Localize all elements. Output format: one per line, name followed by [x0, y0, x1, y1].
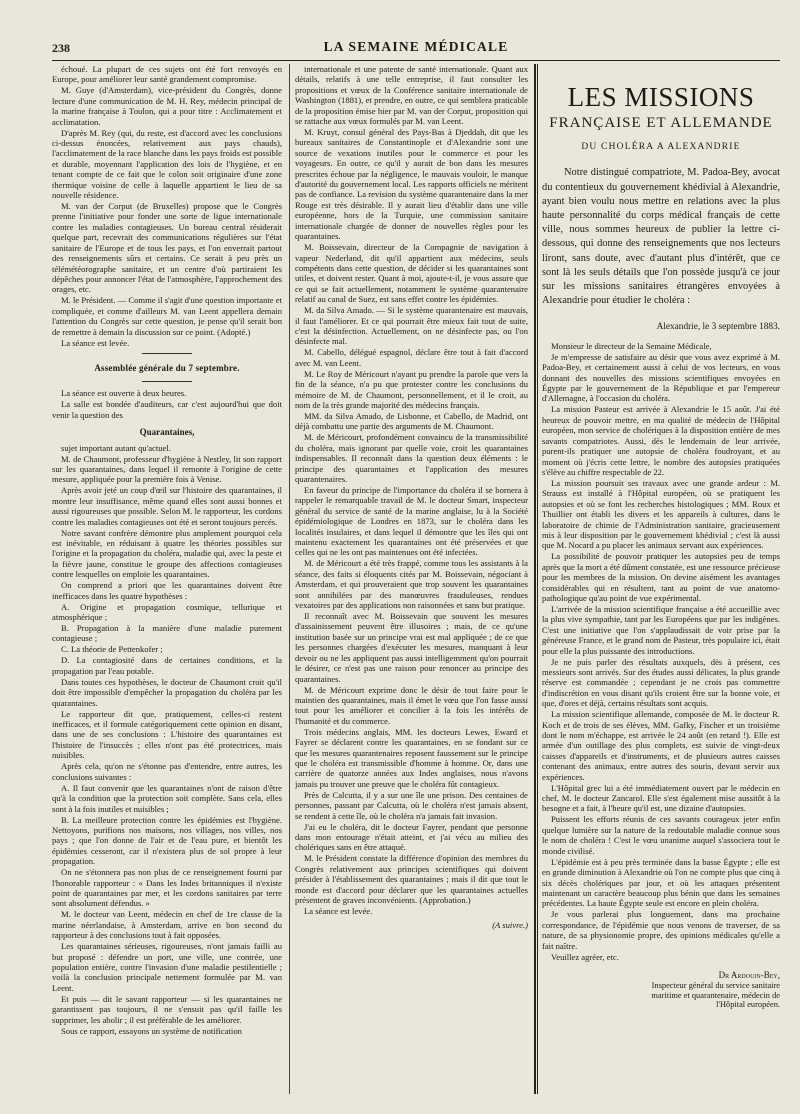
paragraph: M. le Président. — Comme il s'agit d'une question importante et compliquée, et comme d'ailleurs M. van Leent appellera demain l'attention du Congrès sur cette question, je pense qu'il serait bon de remettre à demain la discussion sur ce point. (Adopté.) — [52, 295, 282, 337]
paragraph: M. Cabello, délégué espagnol, déclare être tout à fait d'accord avec M. van Leent. — [295, 347, 528, 368]
paragraph: M. de Méricourt a été très frappé, comme tous les assistants à la séance, des faits si éloquents cités par M. Boissevain, négociant à Amsterdam, et qui prouveraient que trop souvent les quarantaines sont annihilées par des manœuvres frauduleuses, rendues vexatoires par des applications non raisonnées et sans but pratique. — [295, 558, 528, 611]
paragraph: Je ne puis parler des résultats auxquels, dès à présent, ces messieurs sont arrivés. Sur des études aussi délicates, la plus grande réserve est commandée ; cependant je ne crois pas commettre d'indiscrétion en vous disant qu'ils croient être sur la bonne voie, et que, d'ores et déjà, certains résultats sont acquis. — [542, 656, 780, 709]
paragraph: La séance est levée. — [304, 906, 373, 916]
subheading: Quarantaines, — [139, 427, 195, 438]
paragraph: On ne s'étonnera pas non plus de ce renseignement fourni par l'honorable rapporteur : « Dans les Indes britanniques il n'existe point de quarantaines par mer, et les cordons sanitaires par terre sont absolument défendus. » — [52, 867, 282, 909]
paragraph: M. Guye (d'Amsterdam), vice-président du Congrès, donne lecture d'une communication de M. H. Rey, médecin principal de la marine française à Toulon, qui a pour titre : Acclimatement et acclimatation. — [52, 85, 282, 127]
paragraph: C. La théorie de Pettenkofer ; — [61, 644, 163, 655]
column-1 — [52, 64, 282, 1094]
column-divider — [289, 64, 290, 1094]
paragraph: M. le Président constate la différence d'opinion des membres du Congrès relativement aux principes scientifiques qui doivent présider à l'établissement des quarantaines ; mais il dit que tout le monde est d'accord pour déclarer que les quarantaines actuelles présentent de graves inconvénients. (Approbation.) — [295, 853, 528, 905]
letter-date: Alexandrie, le 3 septembre 1883. — [656, 322, 780, 333]
section-rule — [142, 381, 192, 382]
paragraph: Puissent les efforts réunis de ces savants courageux jeter enfin quelque lumière sur la nature de la redoutable maladie connue sous le nom de choléra ! C'est le vœu unanime auquel s'associera tout le monde civilisé. — [542, 814, 780, 856]
paragraph: On comprend a priori que les quarantaines doivent être inefficaces dans les quatre hypothèses : — [52, 580, 282, 601]
paragraph: M. Boissevain, directeur de la Compagnie de navigation à vapeur Nederland, dit qu'il appartient aux médecins, seuls compétents dans cette question, de décider si les quarantaines sont utiles, et doivent rester. Quant à moi, ajoute-t-il, je vous assure que ce qui se fait actuellement, notamment le système quarantenaire relatif au canal de Suez, est sans effet contre les épidémies. — [295, 242, 528, 305]
paragraph: sujet important autant qu'actuel. — [61, 442, 171, 453]
paragraph: M. de Chaumont, professeur d'hygiène à Nestley, lit son rapport sur les quarantaines, dans lequel il remonte à l'origine de cette mesure, appliquée pour la première fois à Venise. — [52, 453, 282, 485]
section-heading: Assemblée générale du 7 septembre. — [94, 362, 240, 373]
page-header — [52, 38, 780, 61]
article-title: LES MISSIONS — [567, 82, 755, 112]
paragraph: L'épidémie est à peu près terminée dans la basse Égypte ; elle est en grande diminution à Alexandrie où l'on ne compte plus que cinq à six décès cholériques par jour, et où les attaques présentent maintenant un caractère beaucoup plus bénin que dans les semaines précédentes. La haute Égypte seule est encore en plein choléra. — [542, 856, 780, 909]
page-number: 238 — [52, 41, 70, 55]
section-rule — [142, 353, 192, 354]
paragraph: A. Origine et propagation cosmique, tellurique et atmosphérique ; — [52, 601, 282, 623]
paragraph: B. Propagation à la manière d'une maladie purement contagieuse ; — [52, 623, 282, 644]
paragraph: J'ai eu le choléra, dit le docteur Fayrer, pendant que personne dans mon entourage n'était atteint, et j'ai vécu au milieu des cholériques sans en être attaqué. — [295, 821, 528, 853]
paragraph: D'après M. Rey (qui, du reste, est d'accord avec les conclusions ci-dessus énoncées, relativement aux pays chauds), l'acclimatement de la race blanche dans les pays froids est possible et durable, moyennant l'application des lois de l'hygiène, et en tenant compte de ce fait que le colon soit originaire d'une zone thermique voisine de celle à laquelle appartient le lieu de sa nouvelle résidence. — [52, 127, 282, 201]
paragraph: M. le docteur van Leent, médecin en chef de 1re classe de la marine néerlandaise, à Amsterdam, arrive en bon second du rapporteur à des conclusions tout à fait opposées. — [52, 909, 282, 941]
paragraph: Sous ce rapport, essayons un système de notification — [61, 1025, 242, 1036]
paragraph: La mission Pasteur est arrivée à Alexandrie le 15 août. J'ai été heureux de pouvoir mettre, en ma qualité de médecin de l'Hôpital européen, mon service de cholériques à la disposition entière de mes savants compatriotes. Aussi, dès le lendemain de leur arrivée, purent-ils pratiquer une autopsie de choléra foudroyant, et au moment où j'écris cette lettre, le nombre des autopsies pratiquées s'élève au chiffre respectable de 22. — [542, 404, 780, 477]
paragraph: internationale et une patente de santé internationale. Quant aux détails, relatifs à une telle entreprise, il faut consulter les propositions et vœux de la Conférence sanitaire internationale de Washington (1881), et prendre, en outre, ce qui semblera praticable de la proposition émise hier par M. van der Corput, proposition qui se rattache aux vœux formulés par M. van Leent. — [295, 64, 528, 127]
letter-salutation: Monsieur le directeur de la Semaine Médicale, — [551, 340, 712, 351]
paragraph: L'Hôpital grec lui a été immédiatement ouvert par le médecin en chef, M. le docteur Zancarol. Elle s'est également mise aussitôt à la besogne et a fait, à l'heure qu'il est, une dizaine d'autopsies. — [542, 782, 780, 814]
paragraph: La mission scientifique allemande, composée de M. le docteur R. Koch et de trois de ses élèves, MM. Gafky, Fischer et un troisième dont le nom m'échappe, est arrivée le 24 août (en retard !). Elle est armée d'un outillage des plus complets, est suivie de vingt-deux caisses d'appareils et d'instruments, et de plusieurs autres caisses contenant des animaux, entre autres des souris, devant servir aux expériences. — [542, 709, 780, 782]
paragraph: Il reconnaît avec M. Boissevain que souvent les mesures d'assainissement peuvent être illusoires ; mais, de ce qu'une institution basée sur un principe vrai est mal appliquée ; de ce que les personnes chargées d'exécuter les mesures, manquant à leur devoir ou ne les appliquent pas aussi intelligemment qu'on pourrait le désirer, ce n'est pas une raison pour renoncer au principe des quarantaines. — [295, 611, 528, 684]
paragraph: Je vous parlerai plus longuement, dans ma prochaine correspondance, de l'épidémie que nous venons de traverser, de sa nature, de sa physionomie propre, des opinions médicales qu'elle a fait naître. — [542, 909, 780, 951]
paragraph: échoué. La plupart de ces sujets ont été fort renvoyés en Europe, pour améliorer leur santé grandement compromise. — [52, 64, 282, 85]
paragraph: Après avoir jeté un coup d'œil sur l'histoire des quarantaines, il montre leur insuffisance, même quand elles sont aussi bonnes et aussi rigoureuses que possible. Selon M. le rapporteur, les cordons contre les maladies contagieuses ont été et seront toujours percés. — [52, 485, 282, 527]
paragraph: Et puis — dit le savant rapporteur — si les quarantaines ne garantissent pas toujours, il ne s'ensuit pas qu'il faille les supprimer, les abolir ; il est préférable de les améliorer. — [52, 993, 282, 1025]
journal-title: LA SEMAINE MÉDICALE — [323, 39, 509, 54]
paragraph: M. de Méricourt, profondément convaincu de la transmissibilité du choléra, mais ignorant par quelle voie, croit les quarantaines indispensables. Il reconnaît dans la question deux éléments : le principe des quarantaines et l'application des mesures quarantenaires. — [295, 432, 528, 484]
paragraph: Veuillez agréer, etc. — [551, 951, 619, 962]
column-divider-thick — [534, 64, 536, 1094]
column-2 — [295, 64, 528, 1094]
paragraph: M. van der Corput (de Bruxelles) propose que le Congrès prenne l'initiative pour fonder une sorte de ligue internationale contre les maladies contagieuses. Un bureau central résiderait quelque part, recevrait des communications régulières sur l'état sanitaire de l'Europe et de tous les pays, et l'on enverrait partout des renseignements sûrs et certains. Ce serait à peu près un télémétéorographe sanitaire, et un centre d'où partiraient les dépêches pour annoncer l'état de l'atmosphère, l'approchement des orages, etc. — [52, 201, 282, 295]
journal-page — [52, 38, 780, 1098]
paragraph: La séance est ouverte à deux heures. — [61, 388, 187, 399]
column-3 — [542, 64, 780, 1094]
paragraph: A. Il faut convenir que les quarantaines n'ont de raison d'être qu'à la condition que la protection soit complète. Sans cela, elles sont à la fois inutiles et nuisibles ; — [52, 782, 282, 814]
paragraph: B. La meilleure protection contre les épidémies est l'hygiène. Nettoyons, purifions nos maisons, nos villages, nos villes, nos pays ; que l'on donne de l'air et de l'eau pure, et bientôt les épidémies cesseront, car il n'existera plus de sol propre à leur propagation. — [52, 814, 282, 867]
to-be-continued: (A suivre.) — [492, 920, 528, 931]
paragraph: D. La contagiosité dans de certaines conditions, et la propagation par l'eau potable. — [52, 655, 282, 676]
paragraph: La mission poursuit ses travaux avec une grande ardeur : M. Strauss est installé à l'Hôpital européen, où se pratiquent les autopsies et où se font les recherches histologiques ; MM. Roux et Thuillier ont établi les divers et les appareils à cultures, dans le laboratoire de chimie de l'Administration sanitaire, gracieusement mis à leur disposition par le gouvernement khédivial ; c'est là aussi que M. Nocard a pu placer les animaux servant aux expériences. — [542, 477, 780, 551]
paragraph: Près de Calcutta, il y a sur une île une prison. Des centaines de personnes, passant par Calcutta, où le choléra n'est jamais absent, se rendent à cette île, où le choléra n'a jamais fait invasion. — [295, 789, 528, 821]
paragraph: M. da Silva Amado. — Si le système quarantenaire est mauvais, il faut l'améliorer. Et ce qui pourrait être mieux fait tout de suite, c'est la désinfection. Actuellement, on ne désinfecte pas, ou l'on désinfecte mal. — [295, 305, 528, 347]
paragraph: M. de Méricourt exprime donc le désir de tout faire pour le maintien des quarantaines, mais il émet le vœu que l'on fasse aussi tout pour les améliorer et concilier à la fois les intérêts de l'humanité et du commerce. — [295, 684, 528, 726]
paragraph: Trois médecins anglais, MM. les docteurs Lewes, Eward et Fayrer se déclarent contre les quarantaines, en se fondant sur ce que les mesures quarantenaires reposent faussement sur le principe que le choléra est transmissible d'homme à homme. Or, dans une carrière de quatorze années aux Indes anglaises, nous n'avons jamais pu trouver une preuve que le choléra fût contagieux. — [295, 726, 528, 789]
paragraph: M. Le Roy de Méricourt n'ayant pu prendre la parole que vers la fin de la séance, n'a pu que protester contre les conclusions du mémoire de M. de Chaumont, personnellement, et il le croit, au nom de la très grande majorité des médecins français. — [295, 368, 528, 410]
paragraph: Les quarantaines sérieuses, rigoureuses, n'ont jamais failli au but proposé : défendre un port, une ville, une contrée, une population entière, contre l'invasion d'une maladie pestilentielle ; voilà la conclusion principale nettement formulée par M. van Leent. — [52, 941, 282, 993]
paragraph: L'arrivée de la mission scientifique française a été accueillie avec la plus vive sympathie, tant par les Européens que par les indigènes. C'est une initiative que l'on s'applaudissait de voir prise par la généreuse France, et le grand nom de Pasteur, très populaire ici, était pour elle la plus puissante des introductions. — [542, 603, 780, 656]
paragraph: M. Kruyt, consul général des Pays-Bas à Djeddah, dit que les bureaux sanitaires de Constantinople et d'Alexandrie sont une source de vexations inutiles pour le commerce et pour les voyageurs. En outre, ce qu'il y aurait de bon dans les mesures prescrites échoue par la négligence, le mauvais vouloir, le manque d'autorité du gouvernement local. Les rapports officiels ne méritent pas de confiance. La revision du système quarantenaire dans la mer Rouge est très désirable. Il y aurait lieu d'établir dans une ville européenne, hors de la Turquie, une commission sanitaire internationale chargée de donner de nouvelles règles pour les quarantaines. — [295, 127, 528, 242]
paragraph: La possibilité de pouvoir pratiquer les autopsies peu de temps après que la mort a été dûment constatée, est une ressource précieuse pour les membres de la mission. On devine aisément les avantages considérables qui en résultent, tant au point de vue anatomo-pathologique qu'au point de vue expérimental. — [542, 551, 780, 603]
paragraph: Le rapporteur dit que, pratiquement, celles-ci restent inefficaces, et il formule catégoriquement cette opinion en disant, dans une de ses conclusions : L'histoire des quarantaines est l'histoire de l'insuccès ; elles n'ont pas été protectrices, mais nuisibles. — [52, 708, 282, 761]
article-title-line-2: FRANÇAISE ET ALLEMANDE — [549, 115, 773, 131]
paragraph: MM. da Silva Amado, de Lisbonne, et Cabello, de Madrid, ont déjà combattu une partie des arguments de M. Chaumont. — [295, 410, 528, 432]
paragraph: Après cela, qu'on ne s'étonne pas d'entendre, entre autres, les conclusions suivantes : — [52, 761, 282, 782]
paragraph: Notre savant confrère démontre plus amplement pourquoi cela est inévitable, en réduisant à quatre les théories possibles sur l'origine et la propagation du choléra, maladie qui, avec la peste et la fièvre jaune, constitue le groupe des affections contagieuses contre lesquelles on emploie les quarantaines. — [52, 527, 282, 580]
letter-signature: Dr Ardouin-Bey, — [718, 969, 780, 980]
article-subtitle: DU CHOLÉRA A ALEXANDRIE — [581, 142, 741, 152]
paragraph: La séance est levée. — [61, 337, 130, 348]
article-intro — [542, 166, 780, 308]
paragraph: En faveur du principe de l'importance du choléra il se bornera à rappeler le remarquable travail de M. le docteur Smart, inspecteur général du service de santé de la marine anglaise, lu à la Société épidémiologique de Londres en 1873, sur le choléra dans les localités insulaires, et dans lequel il démontre que les îles qui ont maintenu exactement les quarantaines ont été préservées et que celles qui ne les ont pas maintenues ont été infectées. — [295, 485, 528, 558]
paragraph: Dans toutes ces hypothèses, le docteur de Chaumont croit qu'il doit être impossible d'empêcher la propagation du choléra par les quarantaines. — [52, 676, 282, 708]
column-divider-thin — [537, 64, 538, 1094]
paragraph: Je m'empresse de satisfaire au désir que vous avez exprimé à M. Padoa-Bey, et certainement aussi à celui de vos lecteurs, en vous donnant des nouvelles des missions scientifiques envoyées en Égypte par le gouvernement de la République et par l'empereur d'Allemagne, à l'occasion du choléra. — [542, 351, 780, 404]
signature-title: Inspecteur général du service sanitaire maritime et quarantenaire, médecin de l'Hôpital européen. — [651, 980, 780, 1010]
paragraph: La salle est bondée d'auditeurs, car c'est aujourd'hui que doit venir la question des — [52, 399, 282, 420]
intro-paragraph: Notre distingué compatriote, M. Padoa-Bey, avocat du contentieux du gouvernement khédivial à Alexandrie, ayant bien voulu nous mettre en relations avec la plus haute personnalité du corps médical français de cette ville, nous sommes heureux de publier la lettre ci-dessous, qui donne des renseignements que nos lecteurs liront, sans doute, avec d'autant plus d'intérêt, que ce sont là les seuls détails que l'on possède jusqu'à ce jour sur les missions sanitaires étrangères envoyées à Alexandrie pour étudier le choléra : — [542, 167, 780, 307]
